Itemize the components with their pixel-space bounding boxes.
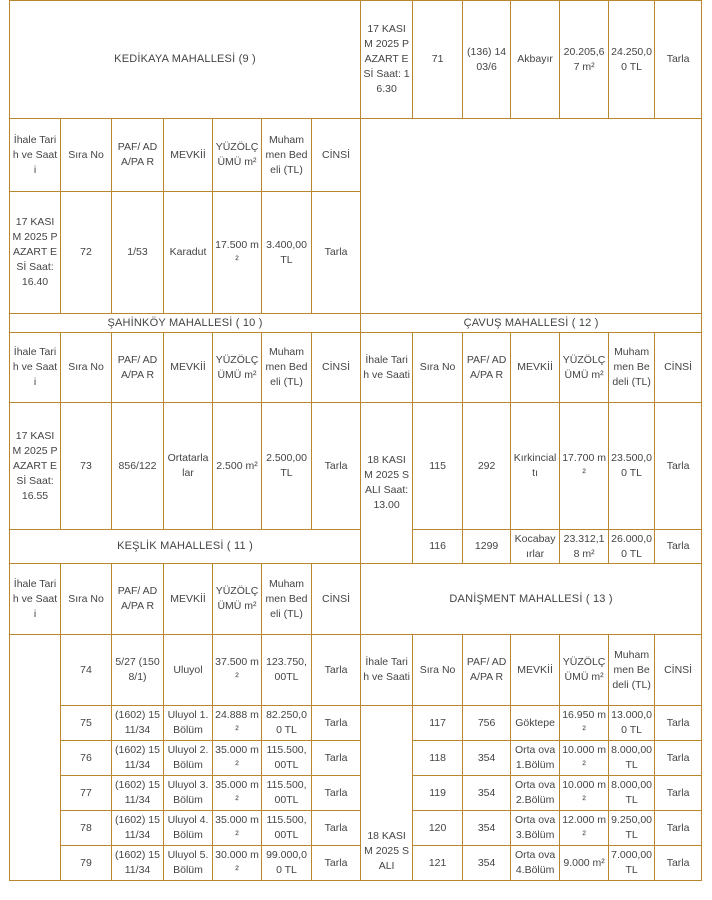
- table-cell-price: 99.000,0 0 TL: [262, 846, 312, 881]
- table-cell-price: 123.750, 00TL: [262, 635, 312, 706]
- table-cell-area: 17.700 m²: [560, 403, 609, 530]
- table-cell-type: Tarla: [655, 403, 702, 530]
- column-header-area: YÜZÖLÇ ÜMÜ m²: [213, 333, 262, 403]
- table-cell-mevkii: Göktepe: [511, 706, 560, 741]
- table-cell-area: 10.000 m²: [560, 741, 609, 776]
- table-cell-sira: 73: [61, 403, 112, 530]
- table-cell-type: Tarla: [655, 706, 702, 741]
- table-cell-area: 10.000 m²: [560, 776, 609, 811]
- table-cell-type: Tarla: [655, 846, 702, 881]
- table-cell-mevkii: Uluyol 3. Bölüm: [164, 776, 213, 811]
- table-cell-area: 16.950 m²: [560, 706, 609, 741]
- auction-date-cell: 17 KASIM 2025 PAZART ESİ Saat: 16.30: [361, 1, 413, 119]
- column-header-sira: Sıra No: [413, 333, 463, 403]
- table-cell-sira: 115: [413, 403, 463, 530]
- table-cell-type: Tarla: [655, 741, 702, 776]
- table-cell-mevkii: Orta ova 1.Bölüm: [511, 741, 560, 776]
- table-cell-paf: (1602) 1511/34: [112, 846, 164, 881]
- section-title-kedikaya: KEDİKAYA MAHALLESİ (9 ): [10, 1, 361, 119]
- column-header-price: Muham men Bedeli (TL): [609, 635, 655, 706]
- column-header-area: YÜZÖLÇ ÜMÜ m²: [213, 564, 262, 635]
- table-cell-mevkii: Uluyol 5. Bölüm: [164, 846, 213, 881]
- table-cell-mevkii: Uluyol: [164, 635, 213, 706]
- table-cell-price: 115.500, 00TL: [262, 741, 312, 776]
- table-cell-area: 17.500 m²: [213, 192, 262, 314]
- table-cell-paf: 1/53: [112, 192, 164, 314]
- table-cell-paf: (1602) 1511/34: [112, 706, 164, 741]
- empty-area: [361, 119, 702, 314]
- table-cell-type: Tarla: [655, 1, 702, 119]
- table-cell-type: Tarla: [655, 811, 702, 846]
- table-cell-mevkii: Kocabay ırlar: [511, 530, 560, 564]
- table-cell-mevkii: Akbayır: [511, 1, 560, 119]
- table-cell-type: Tarla: [312, 776, 361, 811]
- table-cell-price: 26.000,0 0 TL: [609, 530, 655, 564]
- column-header-date: İhale Tarih ve Saati: [361, 635, 413, 706]
- table-cell-sira: 116: [413, 530, 463, 564]
- table-cell-paf: 856/122: [112, 403, 164, 530]
- section-title-danisment: DANİŞMENT MAHALLESİ ( 13 ): [361, 564, 702, 635]
- table-cell-price: 13.000,0 0 TL: [609, 706, 655, 741]
- table-cell-type: Tarla: [312, 811, 361, 846]
- table-cell-sira: 79: [61, 846, 112, 881]
- table-cell-price: 3.400,00 TL: [262, 192, 312, 314]
- column-header-paf: PAF/ ADA/PA R: [463, 333, 511, 403]
- table-cell-type: Tarla: [655, 530, 702, 564]
- table-cell-sira: 119: [413, 776, 463, 811]
- table-cell-mevkii: Karadut: [164, 192, 213, 314]
- column-header-date: İhale Tarih ve Saati: [10, 564, 61, 635]
- section-title-sahinkoy: ŞAHİNKÖY MAHALLESİ ( 10 ): [10, 314, 361, 333]
- table-cell-mevkii: Orta ova 3.Bölüm: [511, 811, 560, 846]
- table-cell-paf: 292: [463, 403, 511, 530]
- table-cell-area: 12.000 m²: [560, 811, 609, 846]
- column-header-paf: PAF/ ADA/PA R: [112, 119, 164, 192]
- column-header-sira: Sıra No: [61, 564, 112, 635]
- table-cell-price: 2.500,00 TL: [262, 403, 312, 530]
- table-cell-mevkii: Uluyol 2. Bölüm: [164, 741, 213, 776]
- auction-document: [9, 0, 701, 881]
- auction-date-cell: 17 KASIM 2025 PAZART ESİ Saat: 16.55: [10, 403, 61, 530]
- table-cell-paf: 354: [463, 811, 511, 846]
- column-header-paf: PAF/ ADA/PA R: [112, 564, 164, 635]
- column-header-type: CİNSİ: [312, 119, 361, 192]
- table-cell-price: 23.500,0 0 TL: [609, 403, 655, 530]
- table-cell-area: 30.000 m²: [213, 846, 262, 881]
- table-cell-paf: 354: [463, 776, 511, 811]
- table-cell-price: 115.500, 00TL: [262, 776, 312, 811]
- column-header-sira: Sıra No: [61, 333, 112, 403]
- auction-table: [9, 0, 702, 881]
- table-cell-type: Tarla: [312, 706, 361, 741]
- table-cell-area: 24.888 m²: [213, 706, 262, 741]
- section-title-cavus: ÇAVUŞ MAHALLESİ ( 12 ): [361, 314, 702, 333]
- table-cell-sira: 77: [61, 776, 112, 811]
- table-cell-sira: 71: [413, 1, 463, 119]
- column-header-type: CİNSİ: [312, 333, 361, 403]
- table-cell-mevkii: Ortatarla lar: [164, 403, 213, 530]
- table-cell-paf: (1602) 1511/34: [112, 776, 164, 811]
- column-header-area: YÜZÖLÇ ÜMÜ m²: [213, 119, 262, 192]
- column-header-price: Muham men Bedeli (TL): [262, 119, 312, 192]
- table-cell-type: Tarla: [655, 776, 702, 811]
- table-cell-sira: 76: [61, 741, 112, 776]
- table-cell-area: 20.205,6 7 m²: [560, 1, 609, 119]
- table-cell-price: 82.250,0 0 TL: [262, 706, 312, 741]
- table-cell-paf: 756: [463, 706, 511, 741]
- table-cell-sira: 72: [61, 192, 112, 314]
- table-cell-paf: (1602) 1511/34: [112, 811, 164, 846]
- column-header-price: Muham men Bedeli (TL): [609, 333, 655, 403]
- column-header-paf: PAF/ ADA/PA R: [112, 333, 164, 403]
- column-header-date: İhale Tarih ve Saati: [10, 333, 61, 403]
- section-title-keslik: KEŞLİK MAHALLESİ ( 11 ): [10, 530, 361, 564]
- table-cell-type: Tarla: [312, 635, 361, 706]
- column-header-paf: PAF/ ADA/PA R: [463, 635, 511, 706]
- table-cell-paf: 1299: [463, 530, 511, 564]
- column-header-mevkii: MEVKİİ: [164, 564, 213, 635]
- table-cell-mevkii: Orta ova 4.Bölüm: [511, 846, 560, 881]
- column-header-mevkii: MEVKİİ: [511, 333, 560, 403]
- table-cell-price: 7.000,00 TL: [609, 846, 655, 881]
- table-cell-paf: 354: [463, 741, 511, 776]
- table-cell-area: 35.000 m²: [213, 776, 262, 811]
- table-cell-paf: (136) 1403/6: [463, 1, 511, 119]
- table-cell-area: 35.000 m²: [213, 811, 262, 846]
- table-cell-paf: 5/27 (1508/1): [112, 635, 164, 706]
- column-header-date: İhale Tarih ve Saati: [361, 333, 413, 403]
- table-cell-area: 37.500 m²: [213, 635, 262, 706]
- table-cell-price: 8.000,00 TL: [609, 776, 655, 811]
- table-cell-area: 35.000 m²: [213, 741, 262, 776]
- column-header-sira: Sıra No: [413, 635, 463, 706]
- auction-date-cell: 18 KASIM 2025 SALI: [361, 706, 413, 881]
- table-cell-sira: 120: [413, 811, 463, 846]
- table-cell-mevkii: Uluyol 1. Bölüm: [164, 706, 213, 741]
- table-cell-sira: 121: [413, 846, 463, 881]
- table-cell-sira: 117: [413, 706, 463, 741]
- auction-date-cell: 17 KASIM 2025 PAZART ESİ Saat: 16.40: [10, 192, 61, 314]
- column-header-area: YÜZÖLÇ ÜMÜ m²: [560, 635, 609, 706]
- table-cell-price: 9.250,00 TL: [609, 811, 655, 846]
- table-cell-type: Tarla: [312, 741, 361, 776]
- column-header-type: CİNSİ: [655, 333, 702, 403]
- table-cell-price: 8.000,00 TL: [609, 741, 655, 776]
- table-cell-type: Tarla: [312, 192, 361, 314]
- table-cell-mevkii: Kırkincial tı: [511, 403, 560, 530]
- table-cell-area: 9.000 m²: [560, 846, 609, 881]
- table-cell-sira: 118: [413, 741, 463, 776]
- column-header-type: CİNSİ: [655, 635, 702, 706]
- auction-date-cell: 18 KASIM 2025 SALI Saat: 13.00: [361, 403, 413, 564]
- table-cell-price: 24.250,0 0 TL: [609, 1, 655, 119]
- table-cell-price: 115.500, 00TL: [262, 811, 312, 846]
- table-cell-paf: 354: [463, 846, 511, 881]
- column-header-sira: Sıra No: [61, 119, 112, 192]
- table-cell-area: 2.500 m²: [213, 403, 262, 530]
- column-header-price: Muham men Bedeli (TL): [262, 564, 312, 635]
- table-cell-type: Tarla: [312, 403, 361, 530]
- column-header-mevkii: MEVKİİ: [164, 119, 213, 192]
- column-header-price: Muham men Bedeli (TL): [262, 333, 312, 403]
- column-header-mevkii: MEVKİİ: [511, 635, 560, 706]
- table-cell-area: 23.312,1 8 m²: [560, 530, 609, 564]
- column-header-area: YÜZÖLÇ ÜMÜ m²: [560, 333, 609, 403]
- column-header-date: İhale Tarih ve Saati: [10, 119, 61, 192]
- auction-date-cell: [10, 635, 61, 881]
- table-cell-mevkii: Uluyol 4. Bölüm: [164, 811, 213, 846]
- table-cell-mevkii: Orta ova 2.Bölüm: [511, 776, 560, 811]
- table-cell-sira: 74: [61, 635, 112, 706]
- table-cell-sira: 78: [61, 811, 112, 846]
- column-header-mevkii: MEVKİİ: [164, 333, 213, 403]
- column-header-type: CİNSİ: [312, 564, 361, 635]
- table-cell-type: Tarla: [312, 846, 361, 881]
- table-cell-paf: (1602) 1511/34: [112, 741, 164, 776]
- table-cell-sira: 75: [61, 706, 112, 741]
